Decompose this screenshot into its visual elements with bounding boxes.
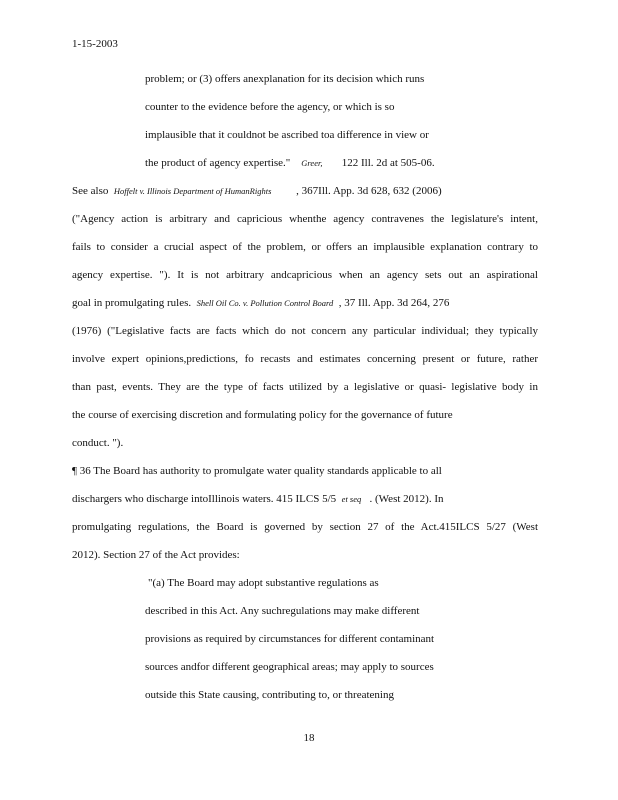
page-number: 18 bbox=[303, 732, 315, 744]
block-quote-1-line-2: counter to the evidence before the agency, or which is so bbox=[145, 101, 395, 113]
block-quote-2-line-4: sources andfor different geographical areas; may apply to sources bbox=[145, 661, 434, 673]
block-quote-1-line-4 bbox=[145, 158, 435, 169]
body-2-line-4: 2012). Section 27 of the Act provides: bbox=[72, 549, 240, 561]
body-1-line-6: (1976) ("Legislative facts are facts which do not concern any particular individual; they typically bbox=[72, 325, 538, 337]
block-quote-2-line-5: outside this State causing, contributing to, or threatening bbox=[145, 689, 394, 701]
case-name-greer: Greer, bbox=[301, 158, 323, 168]
block-quote-2-line-1: "(a) The Board may adopt substantive regulations as bbox=[148, 577, 379, 589]
body-2-line-2 bbox=[72, 494, 443, 505]
body-1-line-1-pre: See also bbox=[72, 185, 109, 197]
body-1-line-8: than past, events. They are the type of facts utilized by a legislative or quasi- legislative body in bbox=[72, 381, 538, 393]
body-1-line-7: involve expert opinions,predictions, fo recasts and estimates concerning present or future, rather bbox=[72, 353, 538, 365]
block-quote-2-line-3: provisions as required by circumstances for different contaminant bbox=[145, 633, 435, 645]
body-1-line-5-post: , 37 Ill. App. 3d 264, 276 bbox=[338, 297, 450, 309]
block-quote-1-line-1: problem; or (3) offers anexplanation for its decision which runs bbox=[145, 73, 425, 85]
body-2-line-2-post: . (West 2012). In bbox=[369, 493, 444, 505]
body-1-line-3: fails to consider a crucial aspect of the problem, or offers an implausible explanation contrary to bbox=[72, 241, 538, 253]
body-1-line-5-pre: goal in promulgating rules. bbox=[72, 297, 192, 309]
body-2-line-1: ¶ 36 The Board has authority to promulgate water quality standards applicable to all bbox=[72, 465, 442, 477]
body-1-line-10: conduct. "). bbox=[72, 437, 124, 449]
body-1-line-1 bbox=[72, 186, 442, 197]
block-quote-1-text: the product of agency expertise." bbox=[145, 157, 291, 169]
body-1-line-9: the course of exercising discretion and formulating policy for the governance of future bbox=[72, 409, 453, 421]
greer-citation: 122 Ill. 2d at 505-06. bbox=[341, 157, 435, 169]
case-name-hoffelt: Hoffelt v. Illinois Department of HumanRights bbox=[113, 186, 272, 196]
case-name-shell-oil: Shell Oil Co. v. Pollution Control Board bbox=[196, 298, 334, 308]
et-seq: et seq bbox=[341, 494, 362, 504]
page-date: 1-15-2003 bbox=[72, 38, 118, 50]
body-2-line-2-pre: dischargers who discharge intoIllinois waters. 415 ILCS 5/5 bbox=[72, 493, 337, 505]
body-1-line-1-post: , 367Ill. App. 3d 628, 632 (2006) bbox=[296, 185, 442, 197]
body-1-line-2: ("Agency action is arbitrary and capricious whenthe agency contravenes the legislature's intent, bbox=[72, 213, 538, 225]
body-1-line-5 bbox=[72, 298, 449, 309]
body-1-line-4: agency expertise. "). It is not arbitrary andcapricious when an agency sets out an aspirational bbox=[72, 269, 538, 281]
block-quote-2-line-2: described in this Act. Any suchregulations may make different bbox=[145, 605, 420, 617]
body-2-line-3: promulgating regulations, the Board is governed by section 27 of the Act.415ILCS 5/27 (West bbox=[72, 521, 538, 533]
block-quote-1-line-3: implausible that it couldnot be ascribed toa difference in view or bbox=[145, 129, 429, 141]
